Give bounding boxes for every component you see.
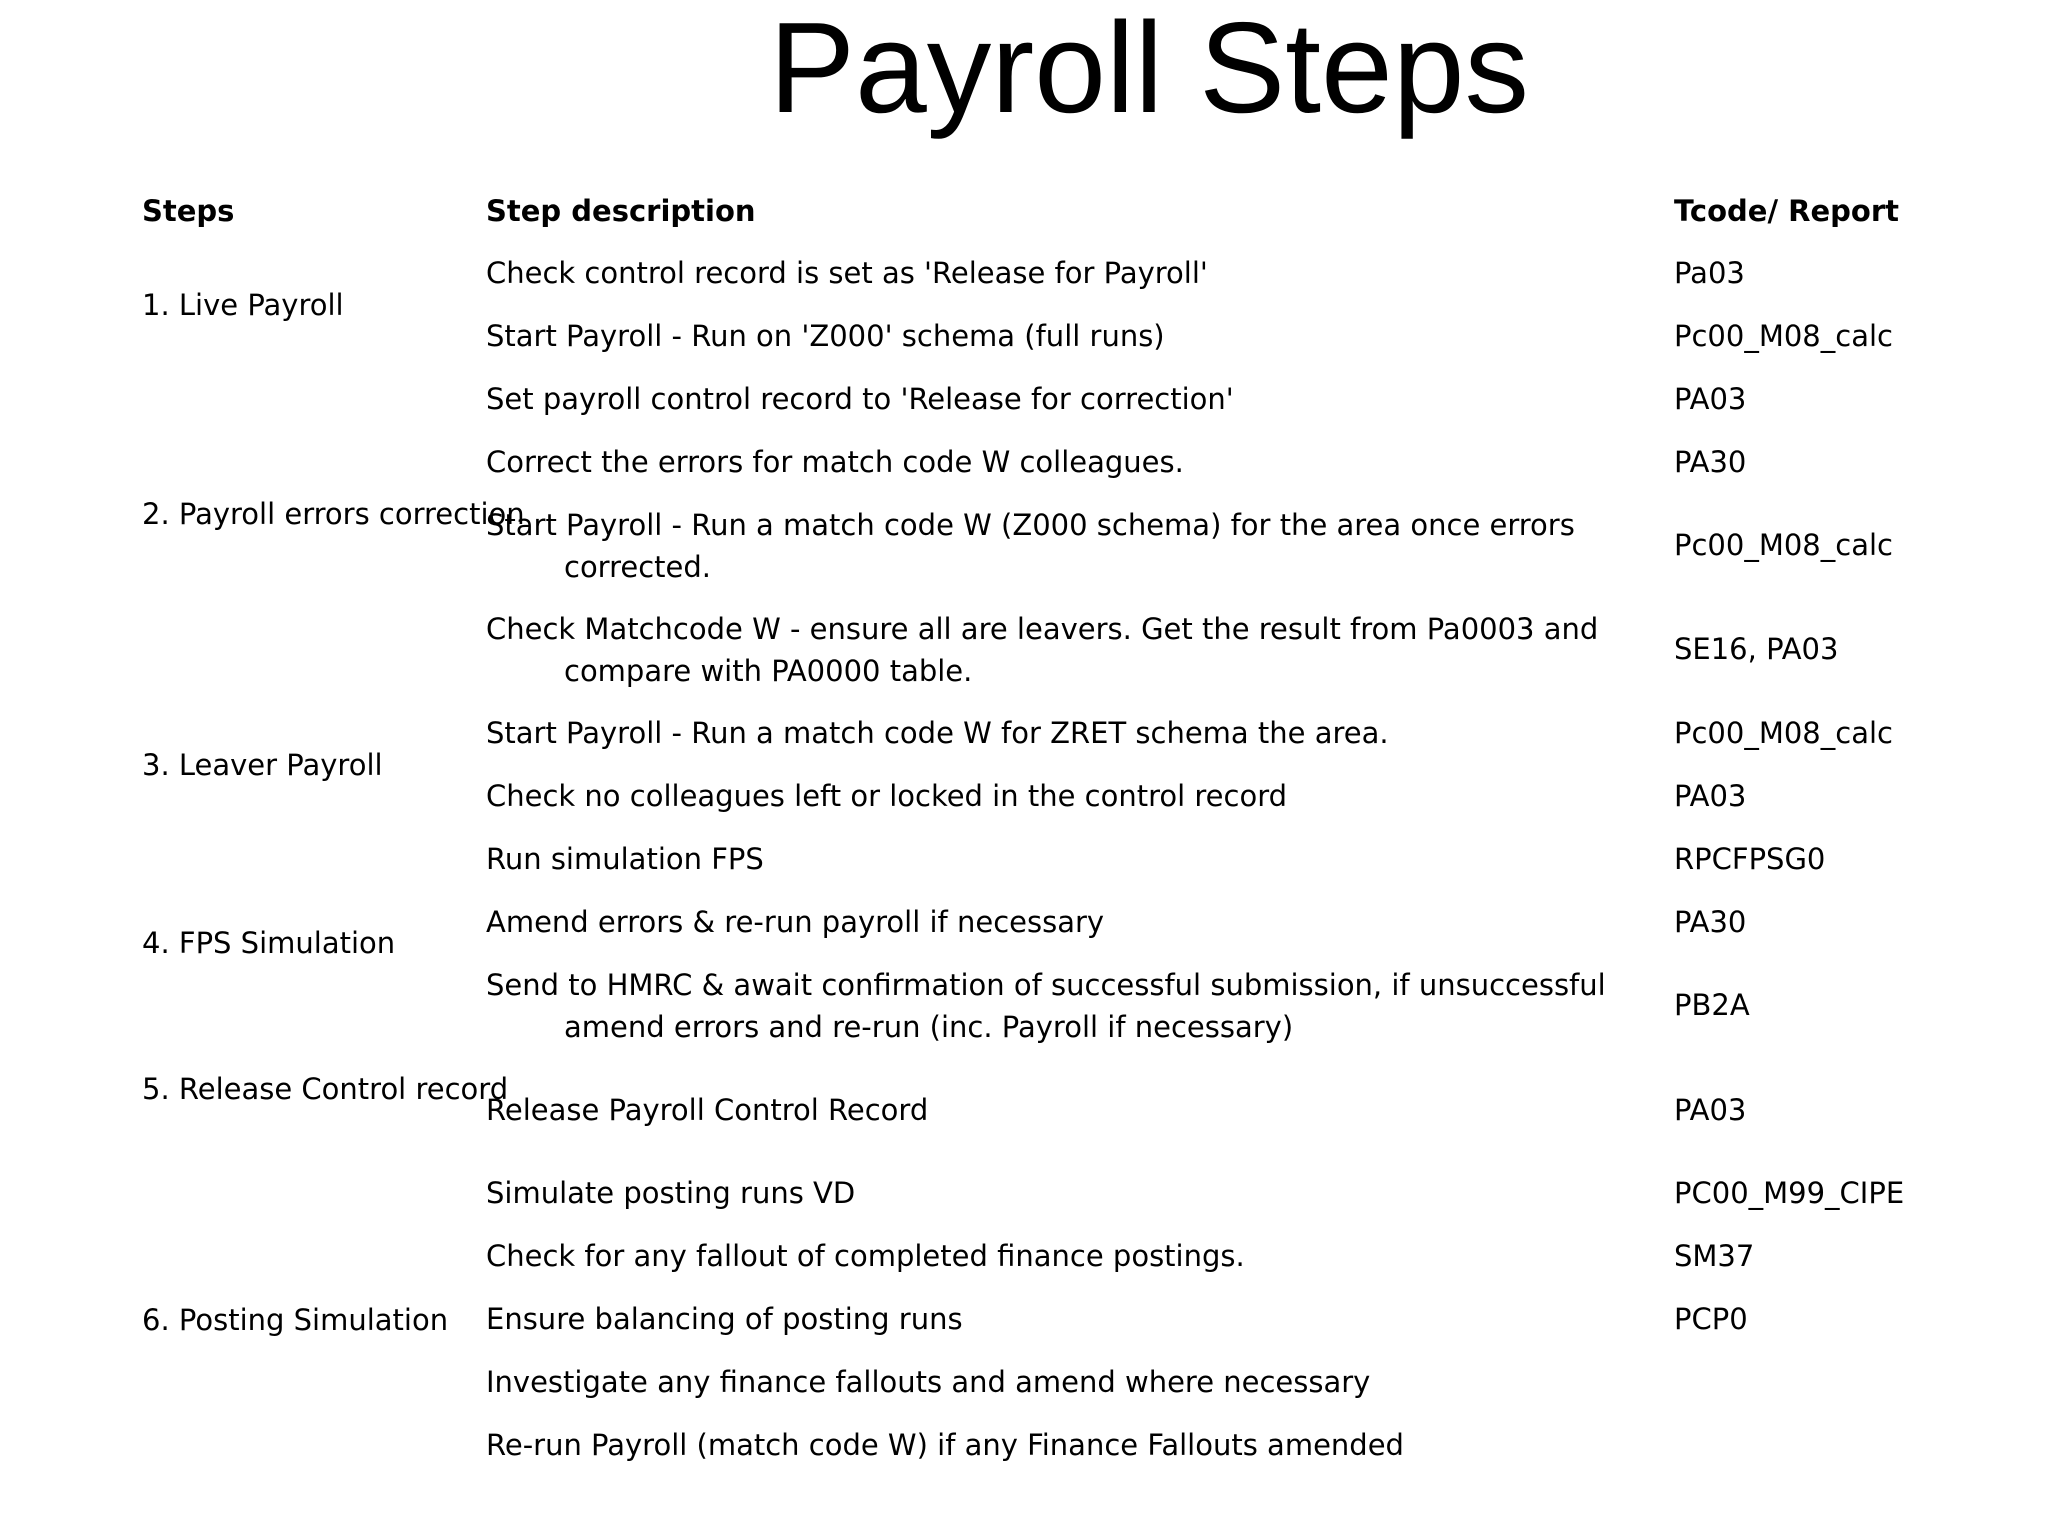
step-description: Run simulation FPS: [486, 842, 764, 876]
tcode-report: Pc00_M08_calc: [1674, 716, 1893, 750]
step-description: Correct the errors for match code W colleagues.: [486, 445, 1184, 479]
step-description: Send to HMRC & await confirmation of successful submission, if unsuccessful amend errors and re-run (inc. Payroll if necessary): [486, 968, 1606, 1044]
step-label: 1. Live Payroll: [142, 288, 344, 322]
header-steps: Steps: [142, 194, 235, 228]
step-label: 6. Posting Simulation: [142, 1302, 449, 1337]
step-description: Re-run Payroll (match code W) if any Finance Fallouts amended: [486, 1428, 1404, 1462]
tcode-report: PC00_M99_CIPE: [1674, 1176, 1905, 1210]
step-description: Investigate any finance fallouts and amend where necessary: [486, 1365, 1371, 1399]
step-label: 3. Leaver Payroll: [142, 748, 383, 782]
step-description: Release Payroll Control Record: [486, 1093, 929, 1127]
tcode-report: SE16, PA03: [1674, 632, 1839, 666]
tcode-report: PCP0: [1674, 1302, 1748, 1336]
step-label: 5. Release Control record: [142, 1072, 509, 1106]
step-description: Simulate posting runs VD: [486, 1176, 856, 1210]
step-description: Start Payroll - Run a match code W (Z000 schema) for the area once errors corrected.: [486, 508, 1575, 584]
step-label: 2. Payroll errors correction: [142, 497, 525, 531]
tcode-report: PB2A: [1674, 988, 1750, 1022]
page-title: Payroll Steps: [768, 0, 1530, 140]
tcode-report: RPCFPSG0: [1674, 842, 1826, 876]
tcode-report: PA30: [1674, 905, 1747, 939]
step-description: Ensure balancing of posting runs: [486, 1302, 963, 1336]
step-label: 4. FPS Simulation: [142, 926, 396, 960]
step-description: Check Matchcode W - ensure all are leavers. Get the result from Pa0003 and compare with PA0000 table.: [486, 612, 1599, 688]
tcode-report: PA03: [1674, 1093, 1747, 1127]
tcode-report: Pa03: [1674, 256, 1745, 290]
tcode-report: PA03: [1674, 382, 1747, 416]
tcode-report: PA03: [1674, 779, 1747, 813]
step-description: Start Payroll - Run on 'Z000' schema (full runs): [486, 319, 1165, 353]
header-step-description: Step description: [486, 194, 756, 228]
step-description: Check no colleagues left or locked in the control record: [486, 779, 1288, 813]
step-description: Set payroll control record to 'Release for correction': [486, 382, 1234, 416]
step-description: Amend errors & re-run payroll if necessary: [486, 905, 1105, 939]
tcode-report: Pc00_M08_calc: [1674, 319, 1893, 353]
tcode-report: Pc00_M08_calc: [1674, 528, 1893, 562]
tcode-report: SM37: [1674, 1239, 1755, 1273]
header-tcode-report: Tcode/ Report: [1674, 194, 1900, 228]
step-description: Start Payroll - Run a match code W for ZRET schema the area.: [486, 716, 1389, 750]
step-description: Check control record is set as 'Release for Payroll': [486, 256, 1208, 290]
step-description: Check for any fallout of completed finance postings.: [486, 1239, 1245, 1273]
tcode-report: PA30: [1674, 445, 1747, 479]
